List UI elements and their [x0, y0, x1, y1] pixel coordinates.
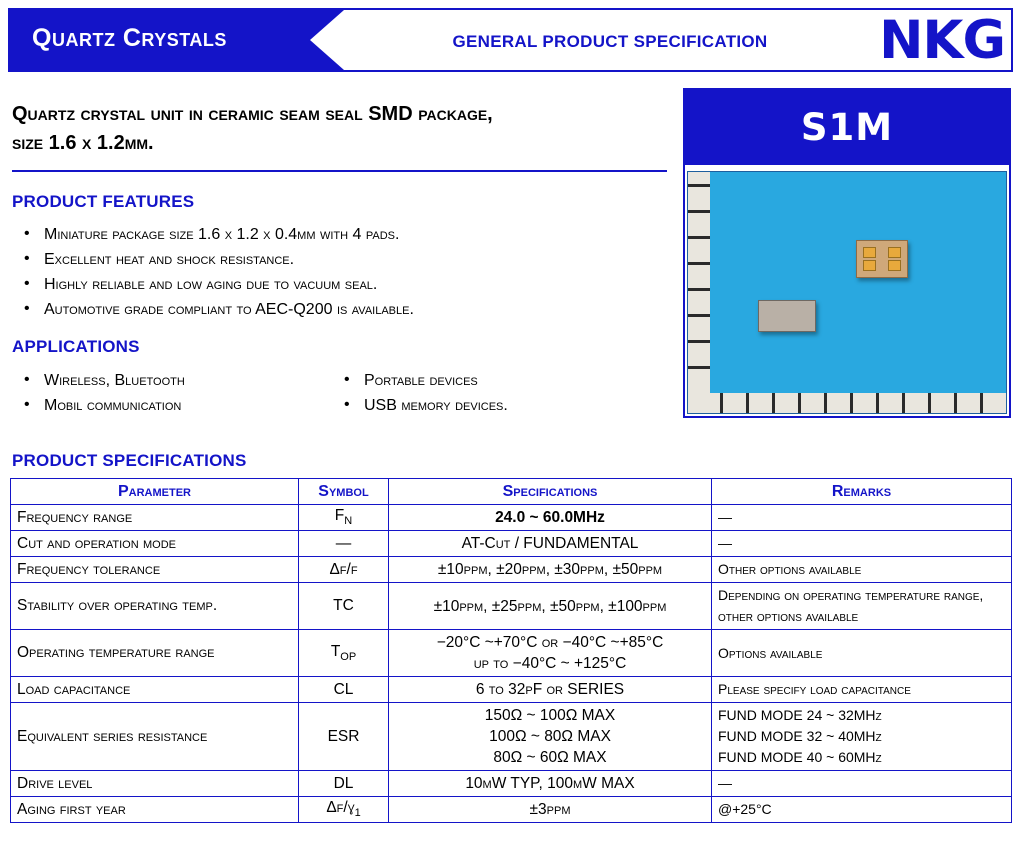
header-tab-title: Quartz Crystals: [32, 24, 227, 52]
list-item: • Portable devices: [338, 368, 658, 393]
header-tab-arrow: [310, 10, 344, 70]
product-photo: [687, 171, 1007, 414]
product-image-panel: [683, 88, 1011, 418]
table-row: [11, 703, 1012, 771]
cell-symbol: DL: [299, 771, 389, 797]
table-row: [11, 630, 1012, 677]
table-row: [11, 557, 1012, 583]
cell-parameter: Drive level: [11, 771, 299, 797]
smd-crystal-bottom-view: [758, 300, 816, 332]
product-name-badge: S1M: [685, 90, 1009, 165]
cell-parameter: Equivalent series resistance: [11, 703, 299, 771]
table-row: [11, 797, 1012, 823]
cell-symbol: Δf/f: [299, 557, 389, 583]
column-header-specifications: Specifications: [389, 479, 712, 505]
cell-specification: ±3ppm: [389, 797, 712, 823]
cell-remark: Options available: [712, 630, 1012, 677]
cell-specification: 6 to 32pF or SERIES: [389, 677, 712, 703]
cell-parameter: Cut and operation mode: [11, 531, 299, 557]
cell-remark: FUND MODE 24 ~ 32MHz FUND MODE 32 ~ 40MHz FUND MODE 40 ~ 60MHz: [712, 703, 1012, 771]
cell-specification: AT-Cut / FUNDAMENTAL: [389, 531, 712, 557]
cell-specification: ±10ppm, ±25ppm, ±50ppm, ±100ppm: [389, 583, 712, 630]
list-item: • Highly reliable and low aging due to vacuum seal.: [18, 272, 658, 297]
cell-parameter: Aging first year: [11, 797, 299, 823]
table-row: [11, 531, 1012, 557]
cell-symbol: ESR: [299, 703, 389, 771]
ruler-bottom: [688, 393, 1006, 413]
cell-parameter: Frequency tolerance: [11, 557, 299, 583]
cell-symbol: $T_{OP}$: [299, 630, 389, 677]
cell-remark: —: [712, 531, 1012, 557]
cell-symbol: $F_N$: [299, 505, 389, 531]
cell-symbol: —: [299, 531, 389, 557]
applications-heading: APPLICATIONS: [12, 337, 140, 356]
list-item: • Automotive grade compliant to AEC-Q200 is available.: [18, 297, 658, 322]
cell-remark: Depending on operating temperature range, other options available: [712, 583, 1012, 630]
table-row: [11, 771, 1012, 797]
cell-remark: —: [712, 771, 1012, 797]
cell-remark: Other options available: [712, 557, 1012, 583]
cell-remark: Please specify load capacitance: [712, 677, 1012, 703]
page-title-line1: Quartz crystal unit in ceramic seam seal SMD package,: [12, 103, 493, 125]
list-item: • Wireless, Bluetooth: [18, 368, 338, 393]
table-row: [11, 583, 1012, 630]
cell-specification: 10µW TYP, 100µW MAX: [389, 771, 712, 797]
product-specifications-heading: PRODUCT SPECIFICATIONS: [12, 451, 247, 470]
cell-specification: 24.0 ~ 60.0MHz: [389, 505, 712, 531]
specifications-table-body: [11, 505, 1012, 823]
cell-remark: —: [712, 505, 1012, 531]
cell-symbol: CL: [299, 677, 389, 703]
cell-parameter: Frequency range: [11, 505, 299, 531]
cell-parameter: Load capacitance: [11, 677, 299, 703]
product-features-heading: PRODUCT FEATURES: [12, 192, 195, 211]
product-features-list: [18, 222, 658, 322]
applications-list-right: [338, 368, 658, 418]
cell-specification: 150Ω ~ 100Ω MAX 100Ω ~ 80Ω MAX 80Ω ~ 60Ω MAX: [389, 703, 712, 771]
cell-symbol: TC: [299, 583, 389, 630]
page-header: [8, 8, 1013, 72]
cell-remark: @+25°C: [712, 797, 1012, 823]
title-divider: [12, 170, 667, 172]
header-center-title: GENERAL PRODUCT SPECIFICATION: [452, 32, 768, 51]
table-row: [11, 677, 1012, 703]
column-header-remarks: Remarks: [712, 479, 1012, 505]
company-logo: NKG: [879, 10, 1005, 71]
cell-symbol: Δf/ɣ$_1$: [299, 797, 389, 823]
specifications-table: [10, 478, 1012, 823]
list-item: • Excellent heat and shock resistance.: [18, 247, 658, 272]
column-header-symbol: Symbol: [299, 479, 389, 505]
page-title: [12, 100, 667, 158]
list-item: • Mobil communication: [18, 393, 338, 418]
cell-parameter: Stability over operating temp.: [11, 583, 299, 630]
smd-crystal-top-view: [856, 240, 908, 278]
cell-specification: −20°C ~+70°C or −40°C ~+85°C up to −40°C ~ +125°C: [389, 630, 712, 677]
applications-list-left: [18, 368, 338, 418]
page-title-line2: size 1.6 x 1.2mm.: [12, 132, 154, 154]
cell-specification: ±10ppm, ±20ppm, ±30ppm, ±50ppm: [389, 557, 712, 583]
table-row: [11, 505, 1012, 531]
ruler-left: [688, 172, 710, 413]
list-item: • Miniature package size 1.6 x 1.2 x 0.4mm with 4 pads.: [18, 222, 658, 247]
column-header-parameter: Parameter: [11, 479, 299, 505]
cell-parameter: Operating temperature range: [11, 630, 299, 677]
list-item: • USB memory devices.: [338, 393, 658, 418]
table-header-row: [11, 479, 1012, 505]
